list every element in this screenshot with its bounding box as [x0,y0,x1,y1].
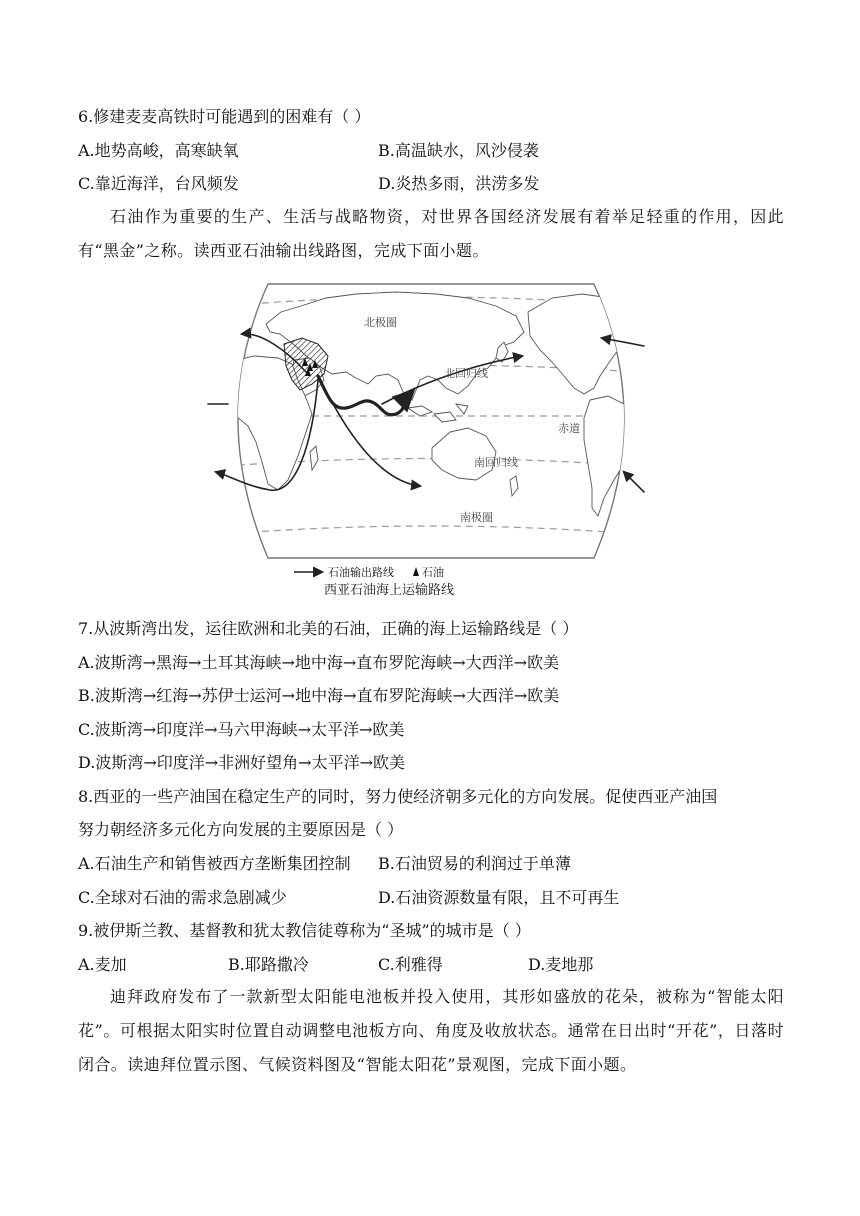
q7-option-d[interactable]: D.波斯湾→印度洋→非洲好望角→太平洋→欧美 [78,753,405,772]
q8-stem-line1: 8.西亚的一些产油国在稳定生产的同时，努力使经济朝多元化的方向发展。促使西亚产油国 [78,787,718,806]
q6-option-b[interactable]: B.高温缺水，风沙侵袭 [378,141,539,160]
q7-stem: 7.从波斯湾出发，运往欧洲和北美的石油，正确的海上运输路线是（ ） [78,619,579,638]
q6-option-d[interactable]: D.炎热多雨，洪涝多发 [378,174,540,193]
q7-option-a[interactable]: A.波斯湾→黑海→土耳其海峡→地中海→直布罗陀海峡→大西洋→欧美 [78,653,560,672]
passage-dubai: 迪拜政府发布了一款新型太阳能电池板并投入使用，其形如盛放的花朵，被称为“智能太阳花”。可根据太阳实时位置自动调整电池板方向、角度及收放状态。通常在日出时“开花”，日落时闭合。读迪拜位置示图、气候资料图及“智能太阳花”景观图，完成下面小题。 [78,987,784,1074]
q9-stem: 9.被伊斯兰教、基督教和犹太教信徒尊称为“圣城”的城市是（ ） [78,921,531,940]
q9-option-c[interactable]: C.利雅得 [378,955,443,974]
greenland [598,286,634,308]
q8-option-b[interactable]: B.石油贸易的利润过于单薄 [378,854,571,873]
q9-option-a[interactable]: A.麦加 [78,955,127,974]
legend-oil-label: 石油 [422,566,444,579]
q8-option-c[interactable]: C.全球对石油的需求急剧减少 [78,888,287,907]
label-tropic-cancer: 北回归线 [444,367,488,380]
legend-route-label: 石油输出路线 [328,566,394,579]
label-equator: 赤道 [558,422,580,435]
map-caption: 西亚石油海上运输路线 [324,583,455,598]
world-map [206,276,656,606]
passage-oil: 石油作为重要的生产、生活与战略物资，对世界各国经济发展有着举足轻重的作用，因此有“黑金”之称。读西亚石油输出线路图，完成下面小题。 [78,207,784,260]
q9-option-d[interactable]: D.麦地那 [528,955,594,974]
route-americas-south [624,472,644,492]
q7-option-b[interactable]: B.波斯湾→红海→苏伊士运河→地中海→直布罗陀海峡→大西洋→欧美 [78,686,560,705]
q9-option-b[interactable]: B.耶路撒冷 [228,955,309,974]
q8-option-a[interactable]: A.石油生产和销售被西方垄断集团控制 [78,854,351,873]
q7-option-c[interactable]: C.波斯湾→印度洋→马六甲海峡→太平洋→欧美 [78,720,405,739]
q6-option-c[interactable]: C.靠近海洋，台风频发 [78,174,239,193]
oil-route-map-figure [206,276,656,606]
q8-option-d[interactable]: D.石油资源数量有限，且不可再生 [378,888,620,907]
q6-stem: 6.修建麦麦高铁时可能遇到的困难有（ ） [78,107,371,126]
label-antarctic-circle: 南极圈 [460,511,493,524]
legend-oil-icon [413,567,419,576]
label-arctic-circle: 北极圈 [364,316,397,329]
q8-stem-line2: 努力朝经济多元化方向发展的主要原因是（ ） [78,820,404,839]
label-tropic-capricorn: 南回归线 [474,456,518,469]
q6-option-a[interactable]: A.地势高峻，高寒缺氧 [78,141,239,160]
